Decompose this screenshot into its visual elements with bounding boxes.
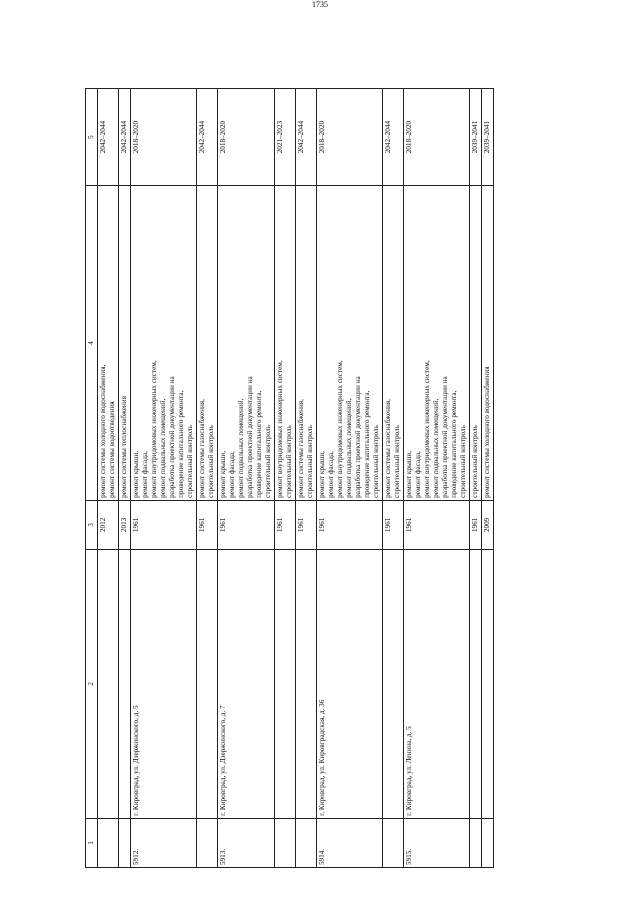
work-item: проведение капитального ремонта, bbox=[362, 390, 371, 498]
row-number-cell: 5914. bbox=[316, 818, 382, 867]
period-cell: 2039–2041 bbox=[481, 89, 493, 186]
work-item: ремонт системы теплоснабжения bbox=[119, 396, 128, 498]
works-cell bbox=[217, 186, 274, 501]
address-cell bbox=[382, 550, 403, 819]
work-item: ремонт внутридомовых инженерных систем, bbox=[422, 360, 431, 498]
work-item: строительный контроль bbox=[206, 425, 215, 498]
works-cell bbox=[274, 186, 295, 501]
work-item: ремонт системы водоотведения bbox=[107, 401, 116, 498]
work-item: строительный контроль bbox=[263, 425, 272, 498]
address-cell: г. Кировград, ул. Дзержинского, д. 7 bbox=[217, 550, 274, 819]
table-row bbox=[274, 89, 295, 868]
row-number-cell bbox=[481, 818, 493, 867]
year-cell: 1961 bbox=[196, 500, 217, 549]
header-col-1: 1 bbox=[86, 818, 98, 867]
year-cell: 1961 bbox=[382, 500, 403, 549]
works-cell bbox=[295, 186, 316, 501]
work-item: ремонт подвальных помещений, bbox=[431, 398, 440, 498]
work-item: строительный контроль bbox=[458, 425, 467, 498]
work-item: ремонт внутридомовых инженерных систем, bbox=[275, 360, 284, 498]
row-number-cell bbox=[295, 818, 316, 867]
table-row bbox=[196, 89, 217, 868]
row-number-cell: 5915. bbox=[403, 818, 469, 867]
period-cell: 2018–2020 bbox=[403, 89, 469, 186]
repair-schedule-table bbox=[85, 88, 494, 868]
page-number: 1735 bbox=[312, 0, 328, 9]
row-number-cell bbox=[469, 818, 481, 867]
year-cell: 1961 bbox=[295, 500, 316, 549]
table-row bbox=[316, 89, 382, 868]
works-cell bbox=[469, 186, 481, 501]
work-item: ремонт системы газоснабжения, bbox=[197, 399, 206, 498]
period-cell: 2018–2020 bbox=[130, 89, 196, 186]
works-cell bbox=[382, 186, 403, 501]
address-cell: г. Кировград, ул. Дзержинского, д. 5 bbox=[130, 550, 196, 819]
rotated-table-container bbox=[85, 88, 494, 868]
period-cell: 2018–2020 bbox=[316, 89, 382, 186]
address-cell bbox=[481, 550, 493, 819]
work-item: строительный контроль bbox=[305, 425, 314, 498]
work-item: ремонт фасада, bbox=[413, 451, 422, 498]
table-row bbox=[97, 89, 118, 868]
year-cell: 1961 bbox=[469, 500, 481, 549]
work-item: ремонт крыши, bbox=[131, 451, 140, 498]
row-number-cell bbox=[196, 818, 217, 867]
year-cell: 1961 bbox=[130, 500, 196, 549]
works-cell bbox=[403, 186, 469, 501]
work-item: разработка проектной документации на bbox=[245, 376, 254, 498]
work-item: ремонт системы холодного водоснабжения, bbox=[98, 364, 107, 498]
table-row bbox=[469, 89, 481, 868]
period-cell: 2042–2044 bbox=[382, 89, 403, 186]
period-cell: 2042–2044 bbox=[196, 89, 217, 186]
table-row bbox=[118, 89, 130, 868]
year-cell: 1961 bbox=[274, 500, 295, 549]
work-item: ремонт крыши, bbox=[317, 451, 326, 498]
work-item: ремонт внутридомовых инженерных систем, bbox=[149, 360, 158, 498]
work-item: ремонт подвальных помещений, bbox=[344, 398, 353, 498]
year-cell: 2009 bbox=[481, 500, 493, 549]
work-item: ремонт крыши, bbox=[404, 451, 413, 498]
work-item: строительный контроль bbox=[185, 425, 194, 498]
work-item: ремонт крыши, bbox=[218, 451, 227, 498]
table-row bbox=[382, 89, 403, 868]
row-number-cell bbox=[274, 818, 295, 867]
row-number-cell: 5913. bbox=[217, 818, 274, 867]
year-cell: 1961 bbox=[403, 500, 469, 549]
table-row bbox=[295, 89, 316, 868]
work-item: строительный контроль bbox=[392, 425, 401, 498]
period-cell: 2021–2023 bbox=[274, 89, 295, 186]
work-item: строительный контроль bbox=[371, 425, 380, 498]
works-cell bbox=[196, 186, 217, 501]
work-item: строительный контроль bbox=[470, 425, 479, 498]
address-cell bbox=[97, 550, 118, 819]
works-cell bbox=[316, 186, 382, 501]
work-item: ремонт фасада, bbox=[227, 451, 236, 498]
period-cell: 2018–2020 bbox=[217, 89, 274, 186]
year-cell: 2013 bbox=[118, 500, 130, 549]
address-cell: г. Кировград, ул. Ленина, д. 5 bbox=[403, 550, 469, 819]
works-cell bbox=[118, 186, 130, 501]
work-item: ремонт фасада, bbox=[326, 451, 335, 498]
work-item: разработка проектной документации на bbox=[440, 376, 449, 498]
work-item: разработка проектной документации на bbox=[167, 376, 176, 498]
works-cell bbox=[130, 186, 196, 501]
period-cell: 2039–2041 bbox=[469, 89, 481, 186]
works-cell bbox=[97, 186, 118, 501]
table-row bbox=[481, 89, 493, 868]
period-cell: 2042–2044 bbox=[118, 89, 130, 186]
row-number-cell: 5912. bbox=[130, 818, 196, 867]
header-col-2: 2 bbox=[86, 550, 98, 819]
work-item: ремонт системы газоснабжения, bbox=[383, 399, 392, 498]
row-number-cell bbox=[382, 818, 403, 867]
work-item: ремонт внутридомовых инженерных систем, bbox=[335, 360, 344, 498]
table-row bbox=[403, 89, 469, 868]
row-number-cell bbox=[97, 818, 118, 867]
table-body bbox=[97, 89, 493, 868]
period-cell: 2042–2044 bbox=[97, 89, 118, 186]
work-item: разработка проектной документации на bbox=[353, 376, 362, 498]
work-item: ремонт системы холодного водоснабжения bbox=[482, 366, 491, 498]
header-col-3: 3 bbox=[86, 500, 98, 549]
year-cell: 1961 bbox=[217, 500, 274, 549]
works-cell bbox=[481, 186, 493, 501]
work-item: ремонт подвальных помещений, bbox=[236, 398, 245, 498]
address-cell: г. Кировград, ул. Кировградская, д. 36 bbox=[316, 550, 382, 819]
work-item: строительный контроль bbox=[284, 425, 293, 498]
year-cell: 2012 bbox=[97, 500, 118, 549]
header-col-5: 5 bbox=[86, 89, 98, 186]
work-item: проведение капитального ремонта, bbox=[176, 390, 185, 498]
address-cell bbox=[118, 550, 130, 819]
table-row bbox=[217, 89, 274, 868]
work-item: ремонт системы газоснабжения, bbox=[296, 399, 305, 498]
table-row bbox=[130, 89, 196, 868]
work-item: проведение капитального ремонта, bbox=[254, 390, 263, 498]
work-item: проведение капитального ремонта, bbox=[449, 390, 458, 498]
address-cell bbox=[295, 550, 316, 819]
year-cell: 1961 bbox=[316, 500, 382, 549]
table-header-row bbox=[86, 89, 98, 868]
work-item: ремонт подвальных помещений, bbox=[158, 398, 167, 498]
header-col-4: 4 bbox=[86, 186, 98, 501]
address-cell bbox=[274, 550, 295, 819]
row-number-cell bbox=[118, 818, 130, 867]
period-cell: 2042–2044 bbox=[295, 89, 316, 186]
address-cell bbox=[469, 550, 481, 819]
address-cell bbox=[196, 550, 217, 819]
work-item: ремонт фасада, bbox=[140, 451, 149, 498]
